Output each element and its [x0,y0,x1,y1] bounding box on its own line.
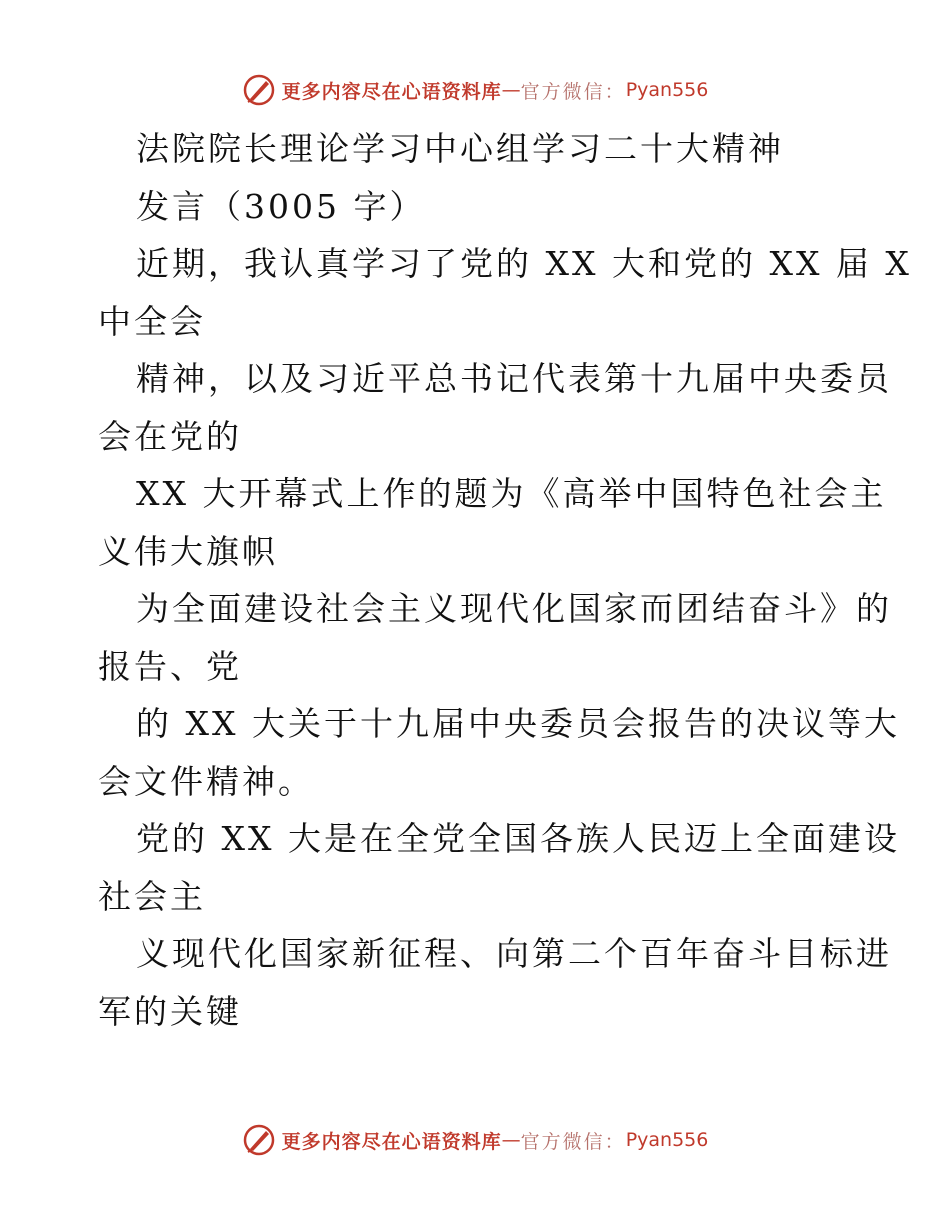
body-line: XX 大开幕式上作的题为《高举中国特色社会主 [136,474,887,513]
body-line: 报告、党 [98,646,242,686]
body-line: 社会主 [98,876,206,916]
banner-main-text: 更多内容尽在心语资料库 [281,80,502,103]
banner-main-text: 更多内容尽在心语资料库 [281,1130,502,1153]
body-line: 党的 XX 大是在全党全国各族人民迈上全面建设 [136,819,900,858]
body-line: 会在党的 [98,416,242,456]
quill-logo-icon [242,73,276,107]
banner-dash: — [501,79,521,101]
document-body [98,120,912,1040]
body-line: 义伟大旗帜 [98,531,278,571]
banner-handle: Pyan556 [625,1129,709,1151]
banner-dash: — [501,1129,521,1151]
body-line: 军的关键 [98,991,242,1031]
title-line-1: 法院院长理论学习中心组学习二十大精神 [136,129,784,168]
body-line: 义现代化国家新征程、向第二个百年奋斗目标进 [136,934,892,973]
body-line: 的 XX 大关于十九届中央委员会报告的决议等大 [136,704,900,743]
footer-banner [0,1120,950,1160]
banner-label: 官方微信： [520,80,626,103]
body-line: 为全面建设社会主义现代化国家而团结奋斗》的 [136,589,892,628]
banner-label: 官方微信： [520,1130,626,1153]
body-line: 近期，我认真学习了党的 XX 大和党的 XX 届 X [136,244,912,283]
quill-logo-icon [242,1123,276,1157]
title-line-2: 发言（3005 字） [136,186,426,226]
header-banner [0,70,950,110]
banner-handle: Pyan556 [625,79,709,101]
body-line: 中全会 [98,301,206,341]
body-line: 精神，以及习近平总书记代表第十九届中央委员 [136,359,892,398]
body-line: 会文件精神。 [98,761,314,801]
